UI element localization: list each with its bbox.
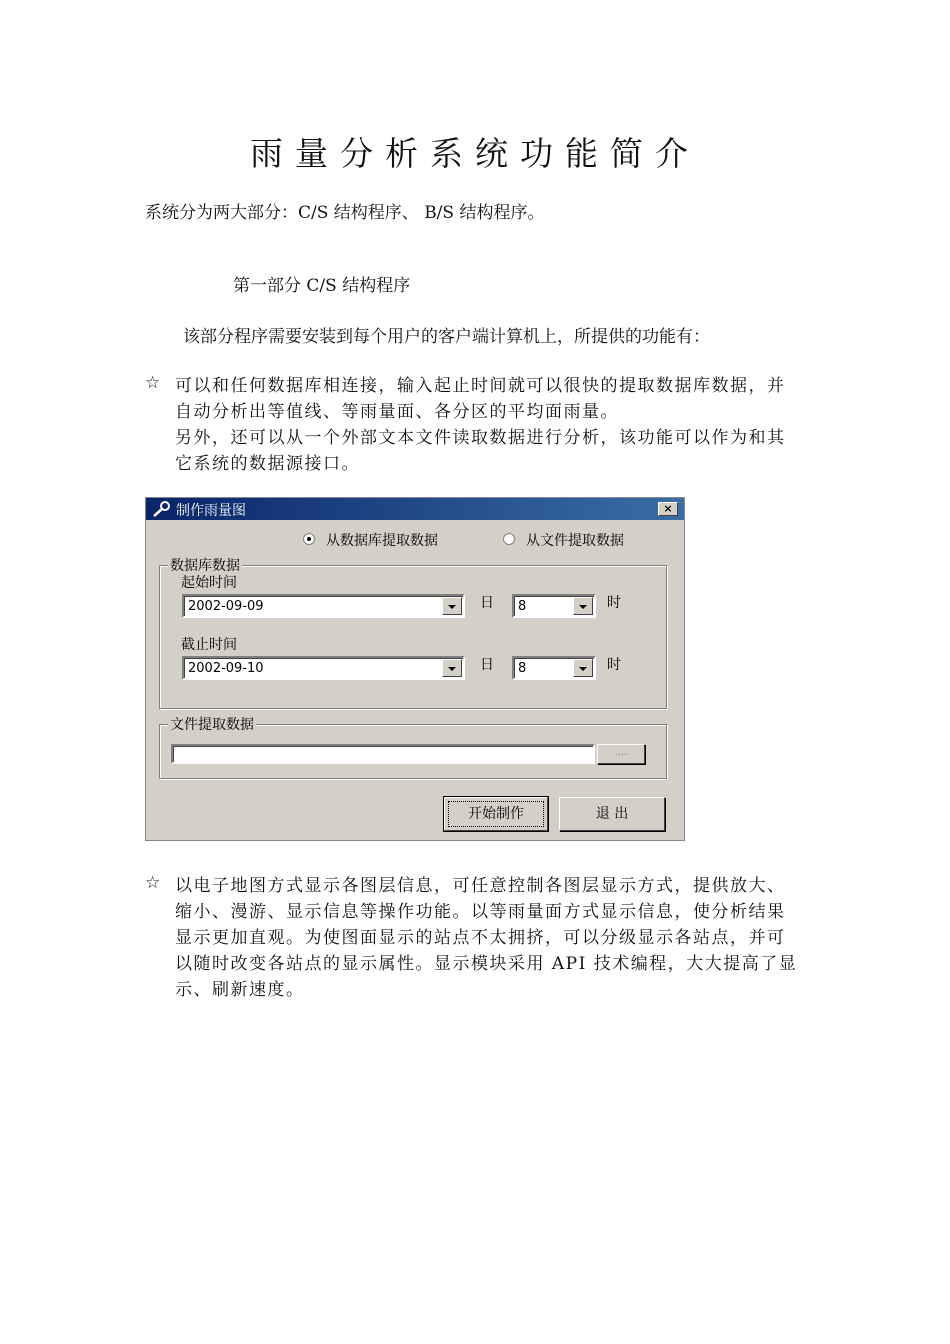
make-rainfall-map-dialog (145, 497, 685, 841)
db-group-label: 数据库数据 (168, 555, 242, 575)
start-hour-combo[interactable] (512, 594, 596, 618)
star-icon: ☆ (145, 873, 161, 893)
file-group-label: 文件提取数据 (168, 714, 256, 734)
part1-description: 该部分程序需要安装到每个用户的客户端计算机上，所提供的功能有： (183, 327, 710, 347)
bullet-2-line: 以电子地图方式显示各图层信息，可任意控制各图层显示方式，提供放大、 (175, 876, 786, 896)
hour-unit-label: 时 (607, 595, 621, 611)
start-date-value: 2002-09-09 (188, 599, 264, 614)
start-date-combo[interactable] (182, 594, 465, 618)
hour-unit-label: 时 (607, 657, 621, 673)
bullet-1 (145, 373, 825, 477)
part1-heading: 第一部分 C/S 结构程序 (233, 276, 411, 296)
chevron-down-icon[interactable] (442, 659, 462, 677)
radio-db-label[interactable]: 从数据库提取数据 (326, 533, 438, 549)
chevron-down-icon[interactable] (573, 659, 593, 677)
end-hour-combo[interactable] (512, 656, 596, 680)
bullet-2-line: 缩小、漫游、显示信息等操作功能。以等雨量面方式显示信息，使分析结果 (175, 902, 786, 922)
exit-button[interactable]: 退 出 (559, 797, 665, 831)
intro-paragraph: 系统分为两大部分：C/S 结构程序、 B/S 结构程序。 (145, 203, 545, 223)
bullet-2 (145, 873, 825, 1003)
radio-file-source[interactable] (503, 533, 515, 545)
end-time-label: 截止时间 (181, 637, 237, 653)
focus-ring (448, 801, 544, 827)
bullet-1-line: 另外，还可以从一个外部文本文件读取数据进行分析，该功能可以作为和其 (175, 428, 786, 448)
day-unit-label: 日 (480, 657, 494, 673)
browse-button[interactable]: .... (597, 744, 645, 764)
end-hour-value: 8 (518, 661, 527, 676)
bullet-2-line: 显示更加直观。为使图面显示的站点不太拥挤，可以分级显示各站点，并可 (175, 928, 786, 948)
wrench-icon (152, 501, 170, 517)
radio-db-source[interactable] (303, 533, 315, 545)
start-making-button[interactable] (444, 797, 548, 831)
day-unit-label: 日 (480, 595, 494, 611)
radio-file-label[interactable]: 从文件提取数据 (526, 533, 624, 549)
bullet-1-line: 可以和任何数据库相连接，输入起止时间就可以很快的提取数据库数据，并 (175, 376, 786, 396)
dialog-title: 制作雨量图 (176, 503, 246, 519)
dialog-title-bar (146, 498, 684, 520)
document-title: 雨量分析系统功能简介 (250, 134, 700, 173)
file-path-input[interactable] (171, 744, 595, 764)
end-date-combo[interactable] (182, 656, 465, 680)
bullet-2-line: 以随时改变各站点的显示属性。显示模块采用 API 技术编程，大大提高了显 (175, 954, 798, 974)
chevron-down-icon[interactable] (442, 597, 462, 615)
start-making-label: 开始制作 (468, 806, 524, 822)
chevron-down-icon[interactable] (573, 597, 593, 615)
close-button[interactable]: × (658, 502, 678, 516)
start-time-label: 起始时间 (181, 575, 237, 591)
star-icon: ☆ (145, 373, 161, 393)
bullet-2-line: 示、刷新速度。 (175, 980, 305, 1000)
bullet-1-line: 它系统的数据源接口。 (175, 454, 360, 474)
start-hour-value: 8 (518, 599, 527, 614)
bullet-1-line: 自动分析出等值线、等雨量面、各分区的平均面雨量。 (175, 402, 619, 422)
end-date-value: 2002-09-10 (188, 661, 264, 676)
